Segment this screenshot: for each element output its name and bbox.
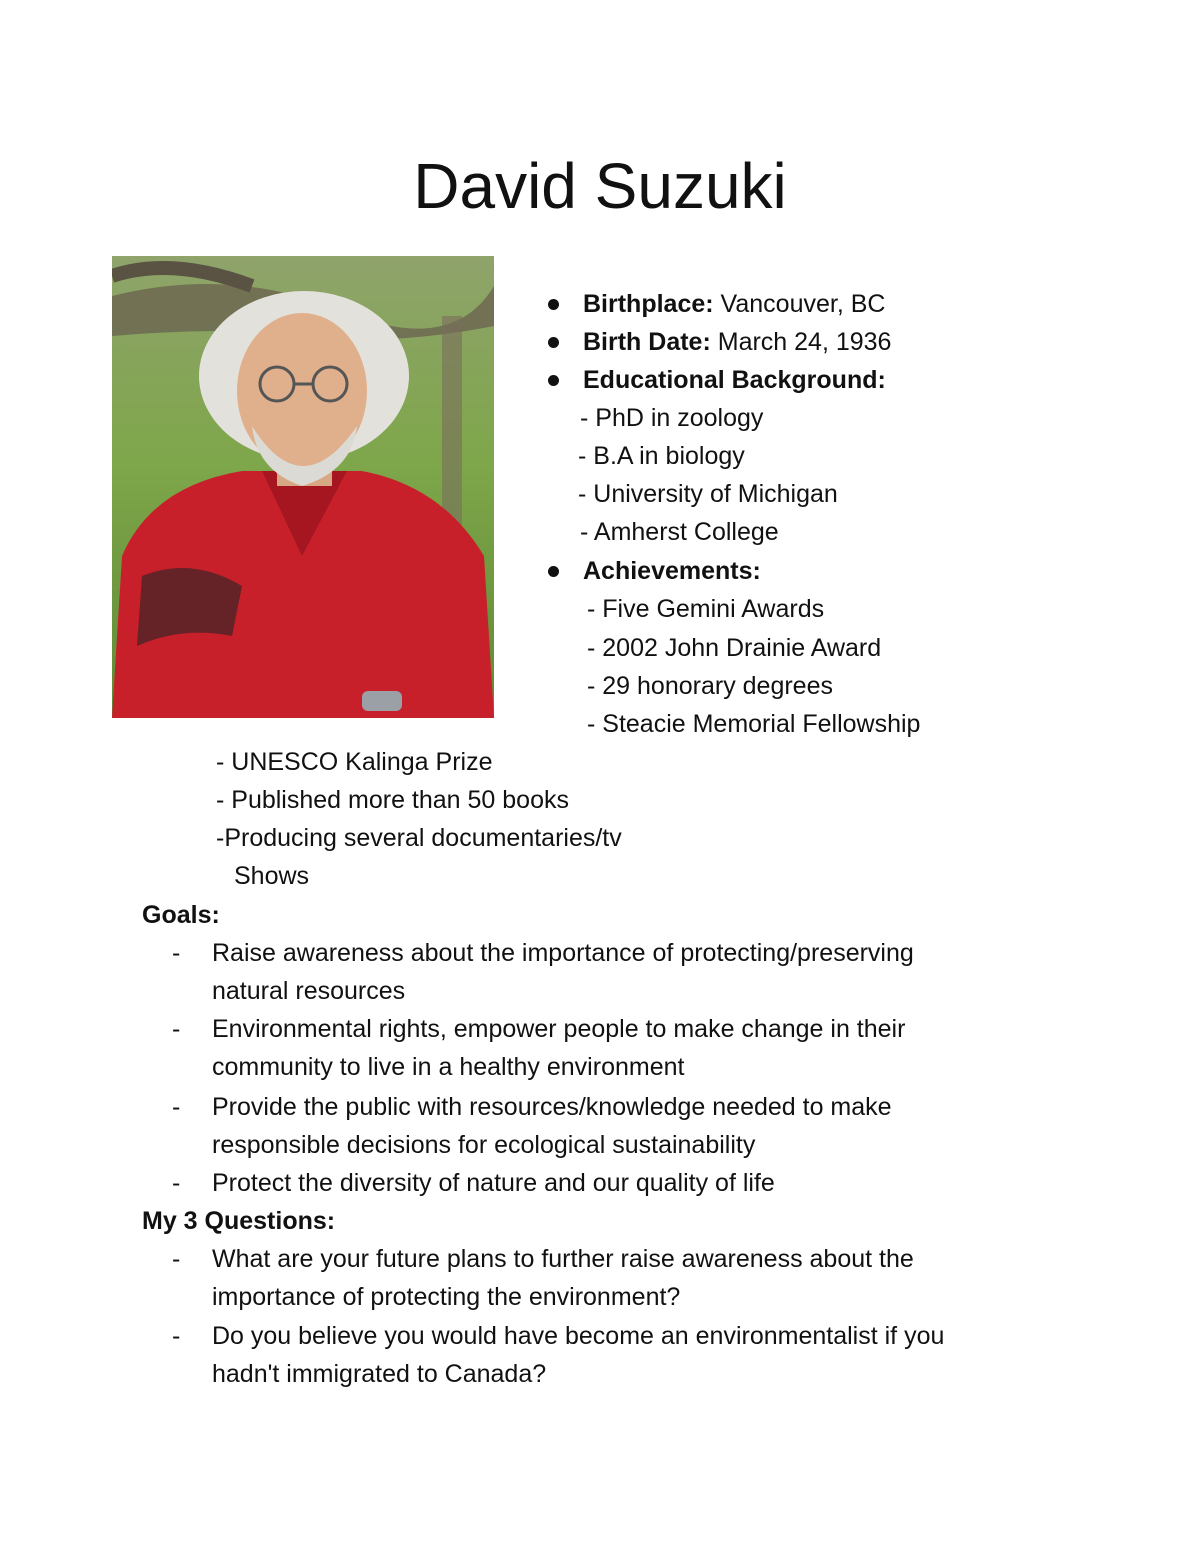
goal-line: Provide the public with resources/knowledge needed to make <box>212 1093 892 1121</box>
goal-line: community to live in a healthy environment <box>212 1053 685 1081</box>
goal-line: Protect the diversity of nature and our quality of life <box>212 1169 775 1197</box>
dash-marker: - <box>172 1245 181 1273</box>
bullet-icon <box>548 299 559 310</box>
education-item: - PhD in zoology <box>580 404 764 432</box>
achievement-item: - Five Gemini Awards <box>587 595 825 623</box>
goals-heading-text: Goals: <box>142 901 220 929</box>
bullet-icon <box>548 337 559 348</box>
education-item: - Amherst College <box>580 518 779 546</box>
birthplace-label: Birthplace: <box>583 290 714 318</box>
birthdate-value: March 24, 1936 <box>710 328 892 356</box>
goal-line: responsible decisions for ecological sustainability <box>212 1131 756 1159</box>
birthdate-label: Birth Date: <box>583 328 711 356</box>
dash-marker: - <box>172 1322 181 1350</box>
portrait-illustration <box>112 256 494 718</box>
goals-heading <box>142 896 220 934</box>
dash-marker: - <box>172 939 181 967</box>
dash-marker: - <box>172 1015 181 1043</box>
education-heading <box>583 361 886 399</box>
page-title: David Suzuki <box>413 150 787 222</box>
education-item: - University of Michigan <box>578 480 838 508</box>
question-line: Do you believe you would have become an environmentalist if you <box>212 1322 945 1350</box>
question-line: hadn't immigrated to Canada? <box>212 1360 547 1388</box>
question-line: What are your future plans to further raise awareness about the <box>212 1245 914 1273</box>
achievement-item: - Published more than 50 books <box>216 786 569 814</box>
bullet-icon <box>548 375 559 386</box>
achievements-label: Achievements: <box>583 557 761 585</box>
goal-line: Environmental rights, empower people to make change in their <box>212 1015 906 1043</box>
achievement-item: - 29 honorary degrees <box>587 672 833 700</box>
achievement-item: -Producing several documentaries/tv <box>216 824 622 852</box>
achievement-item: - Steacie Memorial Fellowship <box>587 710 921 738</box>
education-item: - B.A in biology <box>578 442 745 470</box>
birthplace-value: Vancouver, BC <box>713 290 886 318</box>
portrait-photo <box>112 256 494 718</box>
education-label: Educational Background: <box>583 366 886 394</box>
achievements-heading <box>583 552 761 590</box>
bullet-icon <box>548 566 559 577</box>
birthdate-line <box>583 323 891 361</box>
dash-marker: - <box>172 1093 181 1121</box>
birthplace-line <box>583 285 885 323</box>
goal-line: Raise awareness about the importance of protecting/preserving <box>212 939 914 967</box>
goal-line: natural resources <box>212 977 406 1005</box>
dash-marker: - <box>172 1169 181 1197</box>
question-line: importance of protecting the environment? <box>212 1283 681 1311</box>
questions-heading-text: My 3 Questions: <box>142 1207 336 1235</box>
achievement-item: - 2002 John Drainie Award <box>587 634 882 662</box>
achievement-item: Shows <box>234 862 310 890</box>
achievement-item: - UNESCO Kalinga Prize <box>216 748 493 776</box>
questions-heading <box>142 1202 335 1240</box>
